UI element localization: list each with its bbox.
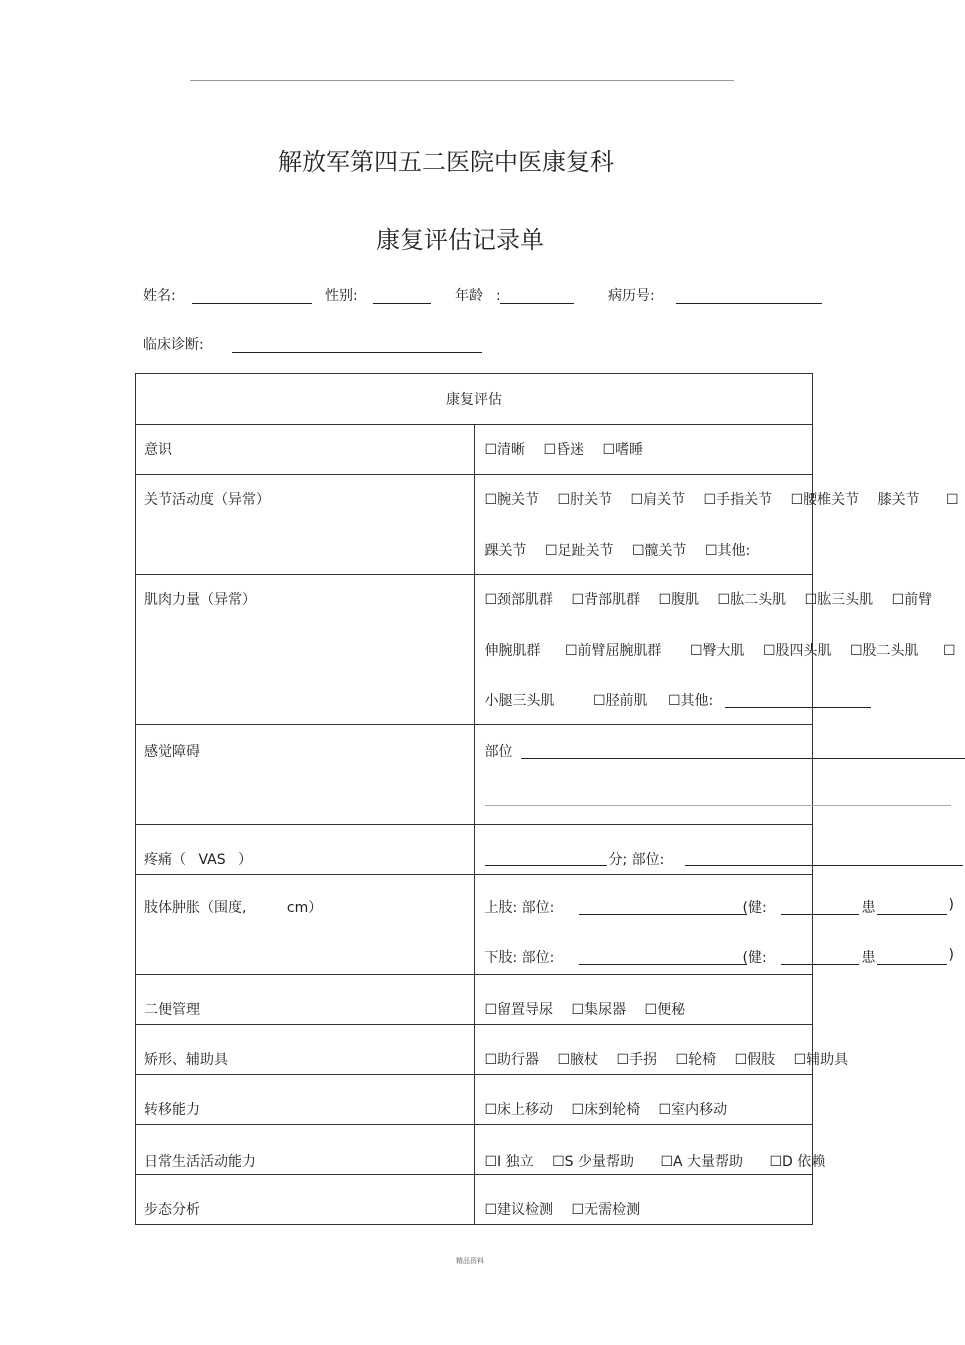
checkbox-test-recommended[interactable]: ☐建议检测 xyxy=(484,1202,554,1218)
transfer-label: 转移能力 xyxy=(144,1102,200,1118)
pain-label-c: ） xyxy=(238,852,253,868)
checkbox-hamstrings[interactable]: ☐股二头肌 xyxy=(850,643,919,659)
checkbox-bed-mobility[interactable]: ☐床上移动 xyxy=(484,1102,554,1118)
upper-healthy-label: (健: xyxy=(742,900,767,916)
pain-label xyxy=(144,849,252,869)
gait-label: 步态分析 xyxy=(144,1202,200,1218)
checkbox-toe[interactable]: ☐足趾关节 xyxy=(544,543,614,559)
upper-site-field[interactable] xyxy=(579,914,747,915)
lower-healthy-field[interactable] xyxy=(781,964,859,965)
orthosis-label: 矫形、辅助具 xyxy=(144,1052,228,1068)
gender-label: 性别: xyxy=(325,288,358,304)
checkbox-muscle-other[interactable]: ☐其他: xyxy=(667,693,714,709)
checkbox-constipation[interactable]: ☐便秘 xyxy=(644,1002,686,1018)
joint-label: 关节活动度（异常） xyxy=(144,492,270,508)
sensory-site-label: 部位 xyxy=(484,744,513,760)
record-number-field[interactable] xyxy=(676,303,822,304)
form-title: 康复评估记录单 xyxy=(376,226,544,254)
gender-field[interactable] xyxy=(373,303,431,304)
row-transfer xyxy=(136,1075,813,1125)
age-field[interactable] xyxy=(500,303,574,304)
checkbox-tibialis[interactable]: ☐胫前肌 xyxy=(592,693,648,709)
adl-label: 日常生活活动能力 xyxy=(144,1154,256,1170)
upper-healthy-field[interactable] xyxy=(781,914,859,915)
hospital-title: 解放军第四五二医院中医康复科 xyxy=(278,148,614,176)
checkbox-wrist[interactable]: ☐腕关节 xyxy=(484,492,540,508)
checkbox-quadriceps[interactable]: ☐股四头肌 xyxy=(762,643,832,659)
row-swelling xyxy=(136,875,813,975)
pain-label-a: 疼痛（ xyxy=(144,852,186,868)
checkbox-adl-major-help[interactable]: ☐A 大量帮助 xyxy=(660,1154,744,1170)
checkbox-shoulder[interactable]: ☐肩关节 xyxy=(630,492,686,508)
name-label: 姓名: xyxy=(143,288,176,304)
checkbox-catheter[interactable]: ☐留置导尿 xyxy=(484,1002,554,1018)
lower-affected-label: 患 xyxy=(861,950,876,966)
checkbox-hip[interactable]: ☐髋关节 xyxy=(631,543,687,559)
muscle-label: 肌肉力量（异常） xyxy=(144,592,256,608)
row-gait xyxy=(136,1175,813,1225)
checkbox-wheelchair[interactable]: ☐轮椅 xyxy=(675,1052,717,1068)
record-number-label: 病历号: xyxy=(608,288,655,304)
row-pain xyxy=(136,825,813,875)
checkbox-ankle[interactable]: 踝关节 xyxy=(484,543,527,559)
checkbox-abdominal[interactable]: ☐腹肌 xyxy=(658,592,700,608)
pain-site-field[interactable] xyxy=(685,865,963,866)
upper-affected-field[interactable] xyxy=(877,914,947,915)
checkbox-adl-independent[interactable]: ☐I 独立 xyxy=(484,1154,534,1170)
checkbox-wrist-extensors: 伸腕肌群 xyxy=(484,643,541,659)
assessment-table xyxy=(135,373,959,1225)
sensory-second-line[interactable] xyxy=(485,805,951,806)
swelling-label-b: cm） xyxy=(286,900,323,916)
lower-close-paren: ) xyxy=(948,947,954,963)
checkbox-lumbar[interactable]: ☐腰椎关节 xyxy=(790,492,860,508)
checkbox-ankle-box[interactable]: ☐ xyxy=(946,492,959,508)
lower-limb-label: 下肢: 部位: xyxy=(484,950,555,966)
upper-limb-label: 上肢: 部位: xyxy=(484,900,555,916)
sensory-site-field[interactable] xyxy=(521,758,965,759)
upper-close-paren: ) xyxy=(948,897,954,913)
checkbox-walker[interactable]: ☐助行器 xyxy=(484,1052,540,1068)
footer-text: 精品资料 xyxy=(456,1257,484,1265)
checkbox-gluteus[interactable]: ☐臀大肌 xyxy=(689,643,745,659)
top-rule xyxy=(190,80,734,81)
bowel-label: 二便管理 xyxy=(144,1002,200,1018)
table-header: 康复评估 xyxy=(136,374,813,425)
name-field[interactable] xyxy=(192,303,312,304)
checkbox-assistive-device[interactable]: ☐辅助具 xyxy=(793,1052,849,1068)
checkbox-drowsy[interactable]: ☐嗜睡 xyxy=(602,442,644,458)
row-joint xyxy=(136,475,813,575)
checkbox-knee[interactable]: 膝关节 xyxy=(877,492,920,508)
checkbox-neck-muscles[interactable]: ☐颈部肌群 xyxy=(484,592,554,608)
age-colon: : xyxy=(496,288,501,304)
row-bowel xyxy=(136,975,813,1025)
consciousness-label: 意识 xyxy=(144,442,172,458)
lower-affected-field[interactable] xyxy=(877,964,947,965)
checkbox-indoor-mobility[interactable]: ☐室内移动 xyxy=(658,1102,728,1118)
checkbox-joint-other[interactable]: ☐其他: xyxy=(704,543,751,559)
checkbox-forearm[interactable]: ☐前臂 xyxy=(891,592,933,608)
checkbox-coma[interactable]: ☐昏迷 xyxy=(543,442,585,458)
age-label: 年龄 xyxy=(455,288,483,304)
row-consciousness xyxy=(136,425,813,475)
checkbox-adl-minor-help[interactable]: ☐S 少量帮助 xyxy=(552,1154,634,1170)
checkbox-prosthesis[interactable]: ☐假肢 xyxy=(734,1052,776,1068)
row-sensory xyxy=(136,725,813,825)
pain-score-field[interactable] xyxy=(485,865,607,866)
pain-label-vas: VAS xyxy=(198,852,226,868)
checkbox-clear[interactable]: ☐清晰 xyxy=(484,442,526,458)
diagnosis-field[interactable] xyxy=(232,352,482,353)
diagnosis-label: 临床诊断: xyxy=(143,337,204,353)
row-orthosis xyxy=(136,1025,813,1075)
checkbox-finger[interactable]: ☐手指关节 xyxy=(703,492,773,508)
lower-site-field[interactable] xyxy=(579,964,747,965)
checkbox-adl-dependent[interactable]: ☐D 依赖 xyxy=(769,1154,826,1170)
checkbox-cane[interactable]: ☐手拐 xyxy=(616,1052,658,1068)
lower-healthy-label: (健: xyxy=(742,950,767,966)
pain-score-label: 分; 部位: xyxy=(608,852,665,868)
checkbox-urinal[interactable]: ☐集尿器 xyxy=(571,1002,627,1018)
checkbox-crutch[interactable]: ☐腋杖 xyxy=(557,1052,599,1068)
label-calf-triceps: 小腿三头肌 xyxy=(484,693,555,709)
swelling-label-a: 肢体肿胀（围度, xyxy=(144,900,247,916)
row-muscle xyxy=(136,575,813,725)
checkbox-bed-to-wheelchair[interactable]: ☐床到轮椅 xyxy=(571,1102,641,1118)
row-adl xyxy=(136,1125,813,1175)
checkbox-test-not-needed[interactable]: ☐无需检测 xyxy=(571,1202,641,1218)
checkbox-calf-box[interactable]: ☐ xyxy=(943,643,956,659)
swelling-label xyxy=(144,897,322,917)
checkbox-biceps[interactable]: ☐肱二头肌 xyxy=(717,592,787,608)
checkbox-triceps[interactable]: ☐肱三头肌 xyxy=(804,592,874,608)
checkbox-back-muscles[interactable]: ☐背部肌群 xyxy=(571,592,641,608)
upper-affected-label: 患 xyxy=(861,900,876,916)
checkbox-wrist-flexors[interactable]: ☐前臂屈腕肌群 xyxy=(564,643,662,659)
muscle-other-field[interactable] xyxy=(725,707,871,708)
sensory-label: 感觉障碍 xyxy=(144,744,200,760)
checkbox-elbow[interactable]: ☐肘关节 xyxy=(557,492,613,508)
